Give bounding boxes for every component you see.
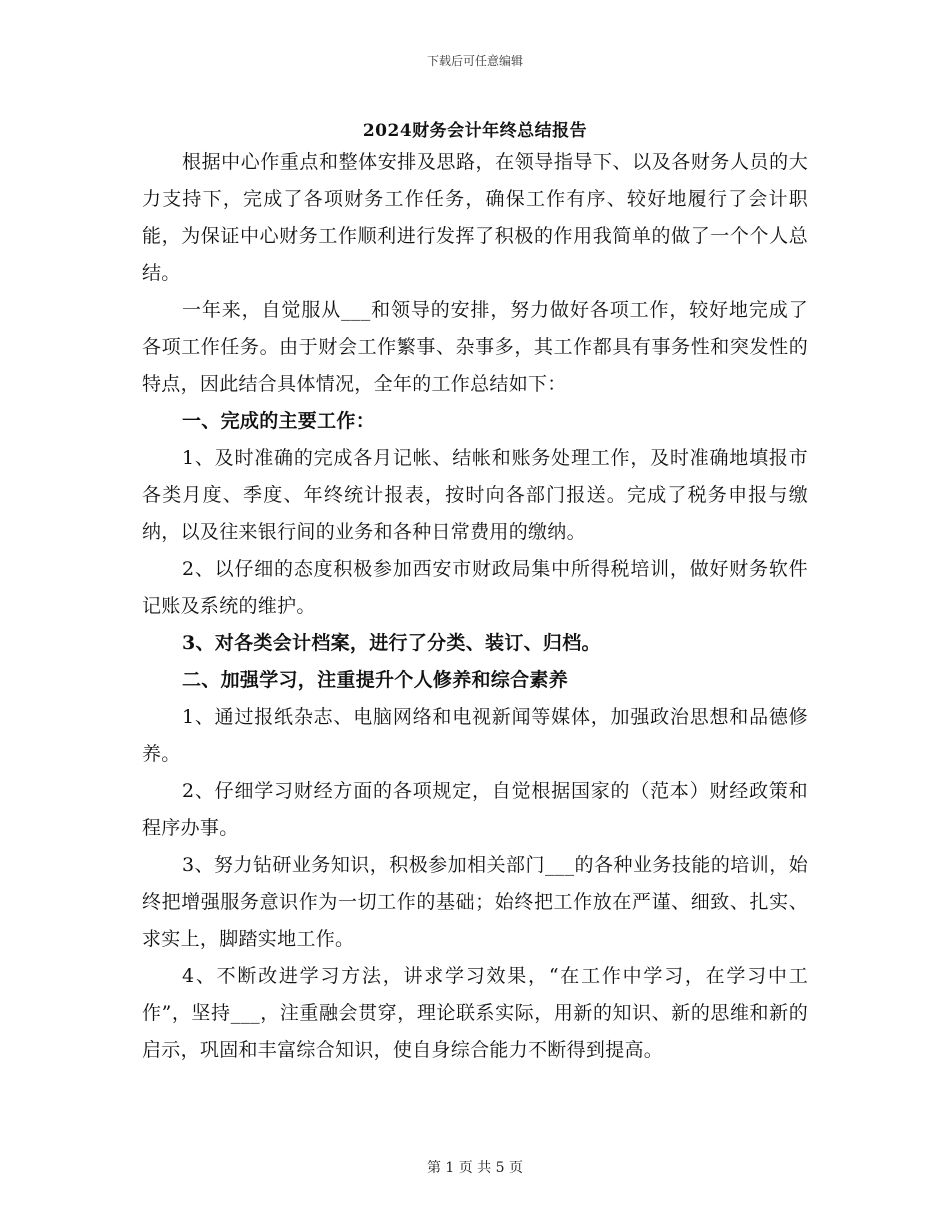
list-item: 2、以仔细的态度积极参加西安市财政局集中所得税培训，做好财务软件记账及系统的维护。 bbox=[142, 558, 808, 617]
paragraph-overview: 一年来，自觉服从___和领导的安排，努力做好各项工作，较好地完成了各项工作任务。由于财会工作繁事、杂事多，其工作都具有事务性和突发性的特点，因此结合具体情况，全年的工作总结如下： bbox=[142, 299, 808, 395]
paragraph-intro: 根据中心作重点和整体安排及思路，在领导指导下、以及各财务人员的大力支持下，完成了各项财务工作任务，确保工作有序、较好地履行了会计职能，为保证中心财务工作顺利进行发挥了积极的作用我简单的做了一个个人总结。 bbox=[142, 151, 808, 284]
document-body bbox=[142, 144, 808, 1069]
page-number-footer: 第 1 页 共 5 页 bbox=[426, 1160, 524, 1176]
list-item: 4、不断改进学习方法，讲求学习效果，“在工作中学习，在学习中工作”，坚持___，注重融会贯穿，理论联系实际，用新的知识、新的思维和新的启示，巩固和丰富综合知识，使自身综合能力不断得到提高。 bbox=[142, 965, 808, 1061]
section-heading-2: 二、加强学习，注重提升个人修养和综合素养 bbox=[182, 669, 569, 691]
list-item: 3、努力钻研业务知识，积极参加相关部门___的各种业务技能的培训，始终把增强服务意识作为一切工作的基础；始终把工作放在严谨、细致、扎实、求实上，脚踏实地工作。 bbox=[142, 854, 808, 950]
list-item: 1、及时准确的完成各月记帐、结帐和账务处理工作，及时准确地填报市各类月度、季度、年终统计报表，按时向各部门报送。完成了税务申报与缴纳，以及往来银行间的业务和各种日常费用的缴纳。 bbox=[142, 447, 808, 543]
header-note: 下载后可任意编辑 bbox=[426, 54, 523, 68]
list-item: 1、通过报纸杂志、电脑网络和电视新闻等媒体，加强政治思想和品德修养。 bbox=[142, 706, 808, 765]
document-title: 2024财务会计年终总结报告 bbox=[362, 121, 588, 141]
list-item: 2、仔细学习财经方面的各项规定，自觉根据国家的（范本）财经政策和程序办事。 bbox=[142, 780, 808, 839]
section-heading-1: 一、完成的主要工作： bbox=[182, 410, 376, 432]
list-item: 3、对各类会计档案，进行了分类、装订、归档。 bbox=[182, 632, 601, 654]
